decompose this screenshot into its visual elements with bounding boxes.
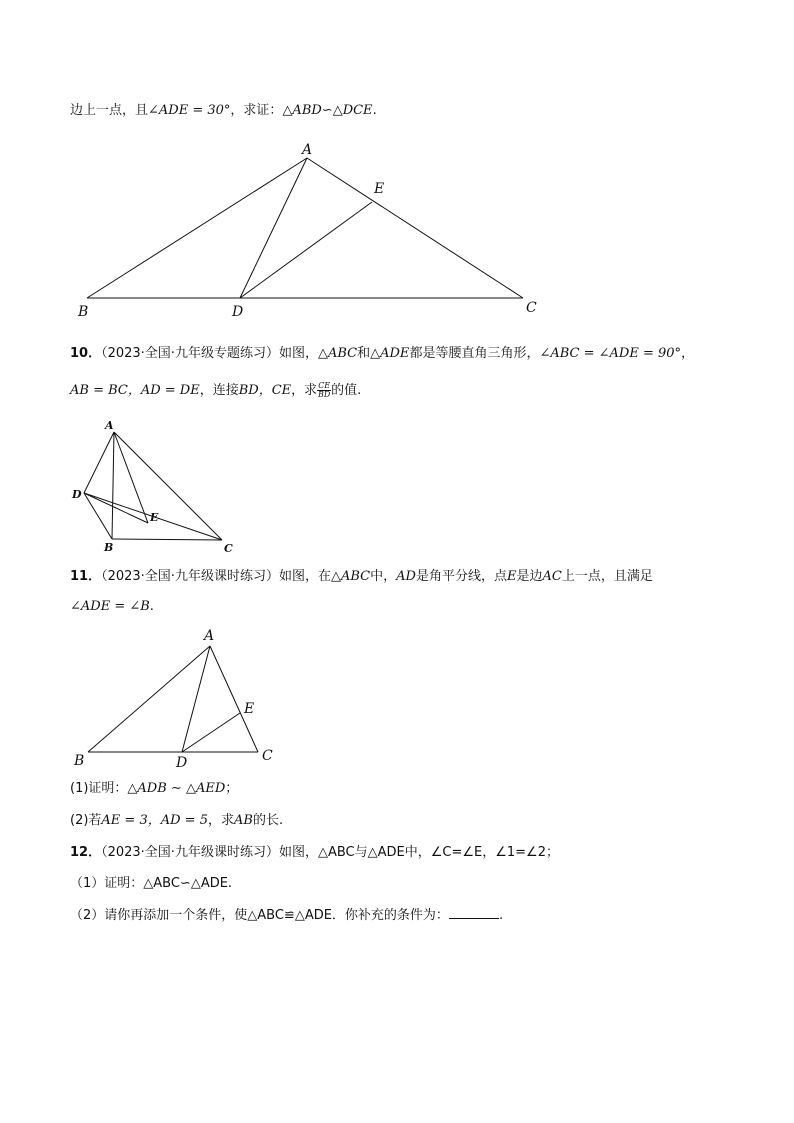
q11-part2-values: AE = 3，AD = 5 [101, 813, 208, 828]
q9-angle: ∠ADE = 30° [148, 103, 231, 118]
q9-label-D: D [232, 304, 244, 320]
q9-label-B: B [78, 304, 89, 320]
q11-text-a: 如图，在 [278, 569, 331, 584]
q11-label-C: C [262, 748, 273, 764]
q10-segment-AB [112, 432, 114, 539]
q12-answer-blank[interactable] [449, 906, 499, 919]
q10-label-D: D [72, 488, 82, 501]
q11-label-B: B [74, 753, 85, 769]
q10-angle-eq: ∠ABC = ∠ADE = 90° [539, 346, 682, 361]
q11-text-c: 是角平分线，点 [415, 569, 507, 584]
q10-label-E: E [150, 511, 159, 524]
q9-label-E: E [374, 181, 385, 197]
q11-part2-prefix: (2)若 [70, 813, 102, 828]
q11-text-d: 是边 [516, 569, 543, 584]
q9-text-line [70, 102, 377, 120]
q11-text-end: 上一点，且满足 [561, 569, 653, 584]
q11-part2-ab: AB [233, 813, 253, 828]
q10-text-connect: ，连接 [199, 383, 239, 398]
q11-source: （2023·全国·九年级课时练习） [101, 569, 279, 584]
q11-segment-BA [88, 646, 210, 752]
q10-line-2 [70, 382, 361, 400]
q12-part-2 [70, 906, 503, 925]
q10-segments: BD，CE [238, 383, 292, 398]
q9-prefix: 边上一点，且 [70, 103, 149, 118]
q10-fraction-numerator: CE [318, 381, 331, 390]
q9-label-C: C [526, 300, 537, 316]
q10-fraction [317, 382, 331, 399]
q10-number: 10． [70, 346, 102, 361]
q12-line-1 [70, 844, 559, 862]
q12-source: （2023·全国·九年级课时练习） [101, 845, 279, 860]
q11-label-D: D [176, 755, 188, 771]
q10-figure [68, 416, 243, 558]
q9-mid: ，求证： [230, 103, 283, 118]
q9-segment-DE [240, 202, 372, 298]
q9-similarity: △ABD∽△DCE [282, 103, 373, 118]
q11-part1-end: ； [225, 781, 239, 796]
q10-label-B: B [104, 541, 114, 554]
q12-part2-text: （2）请你再添加一个条件，使△ABC≌△ADE．你补充的条件为： [70, 908, 449, 923]
q10-label-A: A [105, 419, 114, 432]
q11-label-A: A [204, 628, 215, 644]
q11-segment-AC [210, 646, 258, 752]
q11-label-E: E [244, 701, 255, 717]
q11-part-2 [70, 812, 283, 830]
q11-part1-prefix: (1)证明： [70, 781, 128, 796]
q10-segment-AD [84, 432, 114, 493]
q10-fraction-denominator: BD [318, 390, 331, 399]
q10-text-find: ，求 [291, 383, 318, 398]
q11-line-2 [70, 598, 154, 616]
q10-text-end: ， [681, 346, 695, 361]
q11-angle-eq: ∠ADE = ∠B [70, 599, 150, 614]
q12-part-1 [70, 875, 232, 893]
q9-figure [70, 140, 550, 320]
q12-number: 12． [70, 845, 102, 860]
q11-ac: AC [542, 569, 562, 584]
q11-line-1 [70, 568, 653, 586]
q11-part-1 [70, 780, 238, 798]
q11-part2-mid: ，求 [207, 813, 234, 828]
q9-end: . [372, 103, 377, 118]
q11-triangle: △ABC [330, 569, 371, 584]
q11-number: 11． [70, 569, 102, 584]
q10-triangle-abc: △ABC [317, 346, 358, 361]
q10-label-C: C [224, 542, 233, 555]
q12-part1-text: （1）证明：△ABC∽△ADE. [70, 876, 233, 891]
q10-segment-AC [114, 432, 222, 540]
q11-ad: AD [396, 569, 416, 584]
q11-part1-similarity: △ADB ∼ △AED [127, 781, 226, 796]
q10-triangle-ade: △ADE [370, 346, 410, 361]
q10-line-1 [70, 345, 694, 363]
q10-text-a: 如图， [278, 346, 318, 361]
q11-figure [70, 624, 280, 772]
q10-text-c: 都是等腰直角三角形， [409, 346, 540, 361]
q9-label-A: A [302, 142, 313, 158]
q10-text-b: 和 [357, 346, 371, 361]
q12-text: 如图，△ABC与△ADE中，∠C=∠E，∠1=∠2； [278, 845, 559, 860]
q9-segment-AC [307, 158, 523, 298]
q10-segment-BC [112, 539, 222, 540]
q10-equalities: AB = BC，AD = DE [70, 383, 200, 398]
q11-line2-end: . [149, 599, 154, 614]
q10-source: （2023·全国·九年级专题练习） [101, 346, 279, 361]
q10-text-end2: 的值. [331, 383, 362, 398]
q12-part2-end: . [498, 908, 504, 923]
q11-point-e: E [506, 569, 517, 584]
q11-part2-end: 的长. [252, 813, 284, 828]
q11-text-b: 中， [370, 569, 397, 584]
